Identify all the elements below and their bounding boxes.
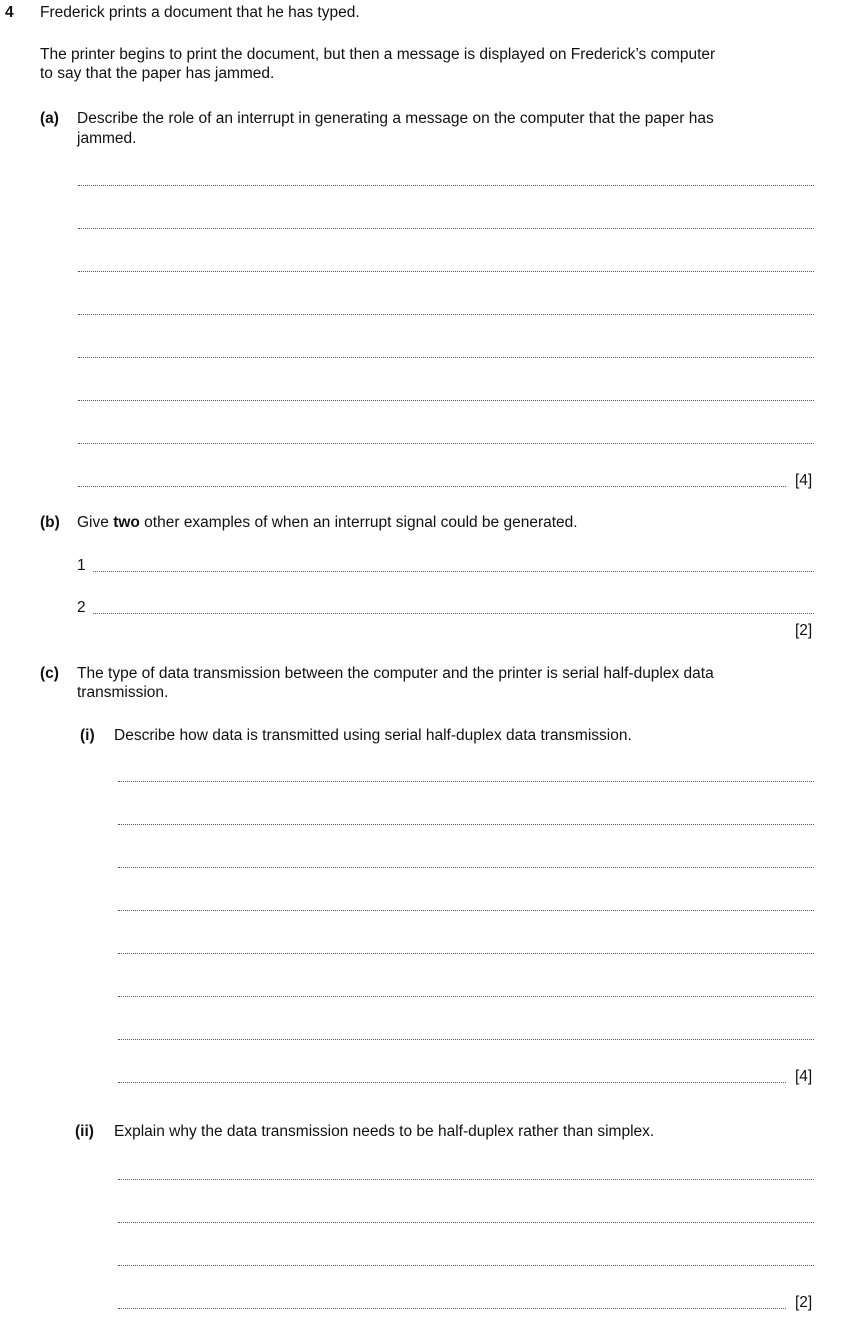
answer-line-c-i-7[interactable]: [118, 1039, 814, 1040]
answer-line-c-i-1[interactable]: [118, 781, 814, 782]
answer-line-c-i-3[interactable]: [118, 867, 814, 868]
answer-line-a-3[interactable]: [78, 271, 814, 272]
answer-line-a-2[interactable]: [78, 228, 814, 229]
question-context-line-2: to say that the paper has jammed.: [40, 65, 275, 82]
answer-line-b-2[interactable]: [93, 613, 814, 614]
answer-line-c-i-2[interactable]: [118, 824, 814, 825]
answer-line-a-8[interactable]: [78, 486, 786, 487]
answer-line-a-1[interactable]: [78, 185, 814, 186]
answer-line-c-i-8[interactable]: [118, 1082, 786, 1083]
part-a-prompt-line-2: jammed.: [77, 130, 137, 147]
answer-line-a-5[interactable]: [78, 357, 814, 358]
answer-line-c-i-5[interactable]: [118, 953, 814, 954]
part-b-marks: [2]: [795, 622, 813, 639]
answer-line-c-i-6[interactable]: [118, 996, 814, 997]
part-c-i-marks: [4]: [795, 1068, 813, 1085]
part-b-prompt: [77, 514, 578, 532]
question-number: 4: [5, 4, 14, 21]
question-context-line-1: The printer begins to print the document, but then a message is displayed on Frederick’s computer: [40, 46, 716, 63]
answer-line-c-ii-3[interactable]: [118, 1265, 814, 1266]
part-c-i-label: (i): [80, 727, 95, 744]
part-c-i-prompt: Describe how data is transmitted using serial half-duplex data transmission.: [114, 727, 632, 744]
answer-line-a-4[interactable]: [78, 314, 814, 315]
part-c-ii-marks: [2]: [795, 1294, 813, 1311]
part-b-item-1-number: 1: [77, 557, 86, 574]
part-c-label: (c): [40, 665, 59, 682]
part-c-ii-prompt: Explain why the data transmission needs to be half-duplex rather than simplex.: [114, 1123, 655, 1140]
answer-line-b-1[interactable]: [93, 571, 814, 572]
answer-line-c-i-4[interactable]: [118, 910, 814, 911]
part-a-marks: [4]: [795, 472, 813, 489]
part-b-prompt-bold: two: [113, 514, 140, 531]
part-b-prompt-before: Give: [77, 514, 114, 531]
answer-line-a-6[interactable]: [78, 400, 814, 401]
answer-line-c-ii-1[interactable]: [118, 1179, 814, 1180]
question-intro: Frederick prints a document that he has typed.: [40, 4, 360, 21]
part-a-label: (a): [40, 110, 59, 127]
part-b-prompt-after: other examples of when an interrupt signal could be generated.: [139, 514, 578, 531]
answer-line-a-7[interactable]: [78, 443, 814, 444]
part-b-item-2-number: 2: [77, 599, 86, 616]
part-c-prompt-line-1: The type of data transmission between the computer and the printer is serial half-duplex data: [77, 665, 714, 682]
part-c-prompt-line-2: transmission.: [77, 684, 169, 701]
part-b-label: (b): [40, 514, 60, 531]
answer-line-c-ii-2[interactable]: [118, 1222, 814, 1223]
part-c-ii-label: (ii): [75, 1123, 94, 1140]
answer-line-c-ii-4[interactable]: [118, 1308, 786, 1309]
part-a-prompt-line-1: Describe the role of an interrupt in generating a message on the computer that the paper has: [77, 110, 714, 127]
